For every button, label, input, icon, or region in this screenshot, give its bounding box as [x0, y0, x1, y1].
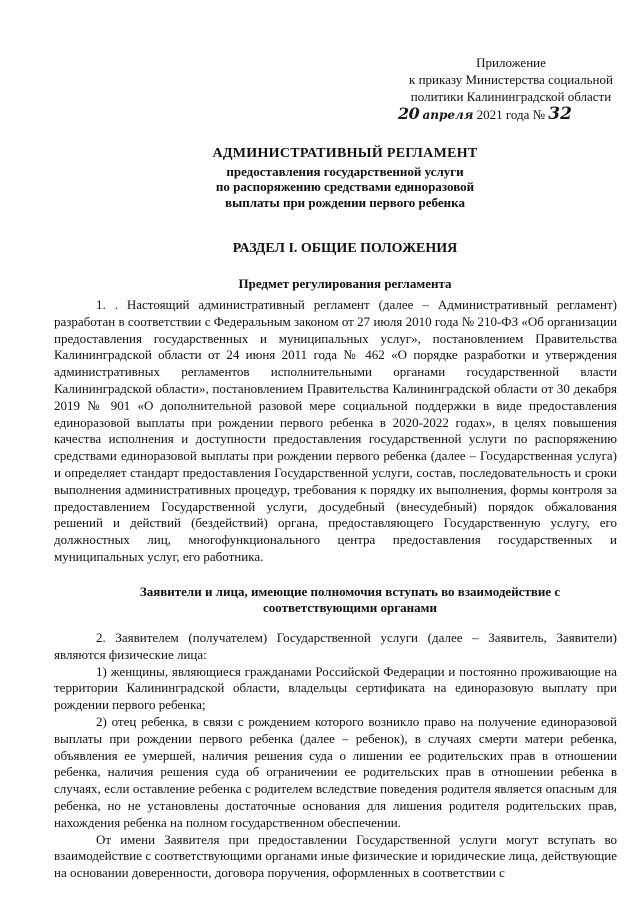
appendix-line-1: Приложение — [476, 55, 546, 70]
title-line-2: по распоряжению средствами единоразовой — [215, 179, 475, 194]
appendix-dateline — [396, 105, 626, 124]
title-main: АДМИНИСТРАТИВНЫЙ РЕГЛАМЕНТ — [212, 146, 478, 161]
handwritten-day: 20 — [398, 104, 420, 123]
appendix-line-2: к приказу Министерства социальной — [409, 72, 613, 87]
paragraph-3: От имени Заявителя при предоставлении Государственной услуги могут вступать во взаимодействие с соответствующими органами иные физические и юридические лица, действующие на основании доверенности, договора поручения, оформленных в соответствии с — [54, 831, 617, 881]
paragraph-1-block — [54, 297, 617, 566]
title-line-3: выплаты при рождении первого ребенка — [225, 194, 465, 210]
handwritten-month: апреля — [422, 108, 474, 122]
appendix-block — [396, 54, 626, 124]
handwritten-order-number: 32 — [548, 104, 572, 124]
list-item-2: 2) отец ребенка, в связи с рождением которого возникло право на получение единоразовой выплаты при рождении первого ребенка (далее – ребенок), в случаях смерти матери ребенка, объявления ее умершей, наличия решения суда о лишении ее родительских прав в отношении ребенка, наличия решения суда об ограничении ее родительских прав в отношении ребенка в случаях, если оставление ребенка с родителем вследствие поведения родителя является опасным для ребенка, но не установлены достаточные основания для лишения родителя родительских прав, нахождения ребенка на полном государственном обеспечении. — [54, 713, 617, 830]
order-year: 2021 года № — [476, 107, 546, 122]
paragraph-1: 1. . Настоящий административный регламент (далее – Административный регламент) разработан в соответствии с Федеральным законом от 27 июля 2010 года № 210-ФЗ «Об организации предоставления государственных и муниципальных услуг», постановлением Правительства Калининградской области от 24 июня 2011 года № 462 «О порядке разработки и утверждения административных регламентов исполнительными органами государственной власти Калининградской области», постановлением Правительства Калининградской области от 30 декабря 2019 № 901 «О дополнительной разовой мере социальной поддержки в виде предоставления единоразовой выплаты при рождении первого ребенка в 2020-2022 годах», в целях повышения качества исполнения и доступности предоставления государственной услуги по распоряжению средствами единоразовой выплаты при рождении первого ребенка (далее – Государственная услуга) и определяет стандарт предоставления Государственной услуги, состав, последовательность и сроки выполнения административных процедур, требования к порядку их выполнения, формы контроля за предоставлением Государственной услуги, досудебный (внесудебный) порядок обжалования решений и действий (бездействий) органа, предоставляющего Государственную услугу, его должностных лиц, многофункционального центра предоставления государственных и муниципальных услуг, его работника. — [54, 297, 617, 564]
section-heading: РАЗДЕЛ I. ОБЩИЕ ПОЛОЖЕНИЯ — [232, 241, 458, 256]
subsection-heading: Предмет регулирования регламента — [238, 276, 452, 291]
applicants-block — [54, 630, 617, 882]
list-item-1: 1) женщины, являющиеся гражданами Российской Федерации и постоянно проживающие на территории Калининградской области, владельцы сертификата на единоразовую выплату при рождении первого ребенка; — [54, 663, 617, 713]
applicants-heading: Заявители и лица, имеющие полномочия вступать во взаимодействие с соответствующими органами — [139, 584, 561, 615]
document-title — [150, 146, 540, 210]
appendix-line-3: политики Калининградской области — [410, 89, 612, 104]
title-line-1: предоставления государственной услуги — [226, 163, 464, 179]
paragraph-2: 2. Заявителем (получателем) Государственной услуги (далее – Заявитель, Заявители) являются физические лица: — [54, 630, 617, 662]
